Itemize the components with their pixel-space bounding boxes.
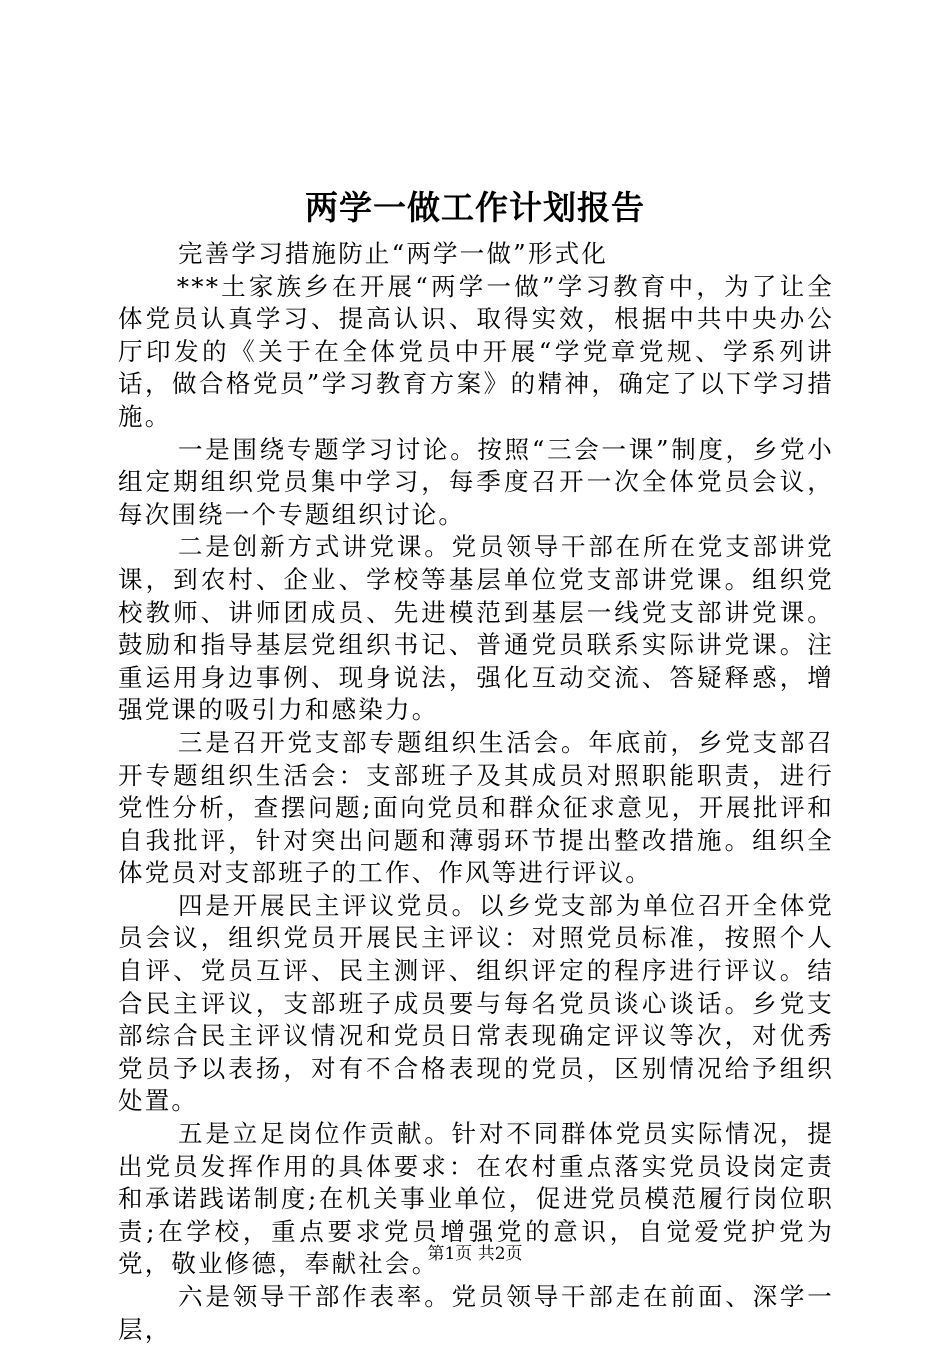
paragraph-measure-4: 四是开展民主评议党员。以乡党支部为单位召开全体党员会议，组织党员开展民主评议：对照党员标准，按照个人自评、党员互评、民主测评、组织评定的程序进行评议。结合民主评议，支部班子成员要与每名党员谈心谈话。乡党支部综合民主评议情况和党员日常表现确定评议等次，对优秀党员予以表扬，对有不合格表现的党员，区别情况给予组织处置。	[118, 890, 834, 1116]
paragraph-measure-3: 三是召开党支部专题组织生活会。年底前，乡党支部召开专题组织生活会：支部班子及其成员对照职能职责，进行党性分析，查摆问题;面向党员和群众征求意见，开展批评和自我批评，针对突出问题和薄弱环节提出整改措施。组织全体党员对支部班子的工作、作风等进行评议。	[118, 727, 834, 888]
document-subtitle: 完善学习措施防止“两学一做”形式化	[178, 239, 608, 268]
paragraph-intro: ***土家族乡在开展“两学一做”学习教育中，为了让全体党员认真学习、提高认识、取得实效，根据中共中央办公厅印发的《关于在全体党员中开展“学党章党规、学系列讲话，做合格党员”学习教育方案》的精神，确定了以下学习措施。	[118, 271, 834, 431]
paragraph-measure-5: 五是立足岗位作贡献。针对不同群体党员实际情况，提出党员发挥作用的具体要求：在农村重点落实党员设岗定责和承诺践诺制度;在机关事业单位，促进党员模范履行岗位职责;在学校，重点要求党员增强党的意识，自觉爱党护党为党，敬业修德，奉献社会。	[118, 1119, 834, 1279]
document-title: 两学一做工作计划报告	[305, 188, 645, 227]
document-body	[118, 238, 834, 1346]
paragraph-measure-2: 二是创新方式讲党课。党员领导干部在所在党支部讲党课，到农村、企业、学校等基层单位党支部讲党课。组织党校教师、讲师团成员、先进模范到基层一线党支部讲党课。鼓励和指导基层党组织书记、普通党员联系实际讲党课。注重运用身边事例、现身说法，强化互动交流、答疑释惑，增强党课的吸引力和感染力。	[118, 532, 834, 725]
page-number-footer: 第1页 共2页	[427, 1244, 523, 1264]
paragraph-measure-6: 六是领导干部作表率。党员领导干部走在前面、深学一层，	[118, 1282, 834, 1344]
paragraph-measure-1: 一是围绕专题学习讨论。按照“三会一课”制度，乡党小组定期组织党员集中学习，每季度召开一次全体党员会议，每次围绕一个专题组织讨论。	[118, 434, 834, 529]
